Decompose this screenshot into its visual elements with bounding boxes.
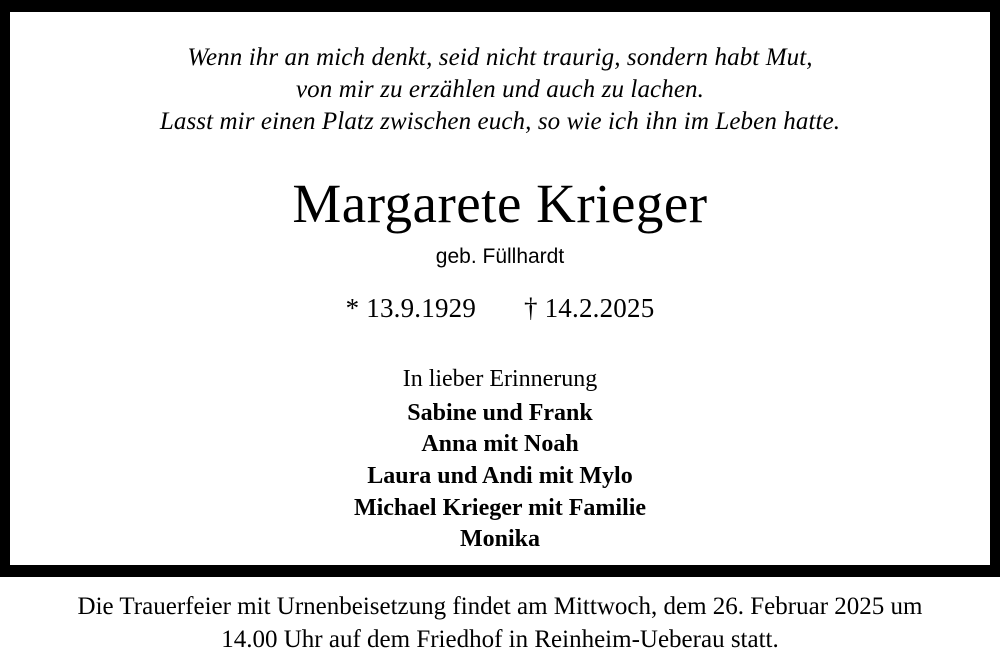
life-dates (346, 293, 655, 324)
maiden-name: geb. Füllhardt (435, 245, 565, 268)
list-item: Michael Krieger mit Familie (353, 494, 647, 521)
funeral-service-info (78, 590, 923, 657)
deceased-name: Margarete Krieger (292, 173, 708, 234)
memory-heading: In lieber Erinnerung (402, 366, 598, 392)
verse-line: Wenn ihr an mich denkt, seid nicht traurig, sondern habt Mut, (187, 44, 813, 71)
list-item: Anna mit Noah (421, 431, 579, 458)
birth-date: * 13.9.1929 (345, 293, 477, 323)
list-item: Sabine und Frank (407, 399, 593, 426)
verse-line: von mir zu erzählen und auch zu lachen. (295, 76, 704, 103)
verse-line: Lasst mir einen Platz zwischen euch, so wie ich ihn im Leben hatte. (159, 108, 841, 135)
list-item: Monika (459, 526, 540, 553)
service-line: Die Trauerfeier mit Urnenbeisetzung findet am Mittwoch, dem 26. Februar 2025 um (77, 593, 923, 621)
service-line: 14.00 Uhr auf dem Friedhof in Reinheim-Ueberau statt. (221, 626, 779, 654)
death-date: † 14.2.2025 (523, 293, 655, 323)
obituary-content (10, 12, 990, 654)
list-item: Laura und Andi mit Mylo (367, 463, 633, 490)
survivors-list (354, 398, 646, 556)
memorial-verse (160, 42, 840, 138)
